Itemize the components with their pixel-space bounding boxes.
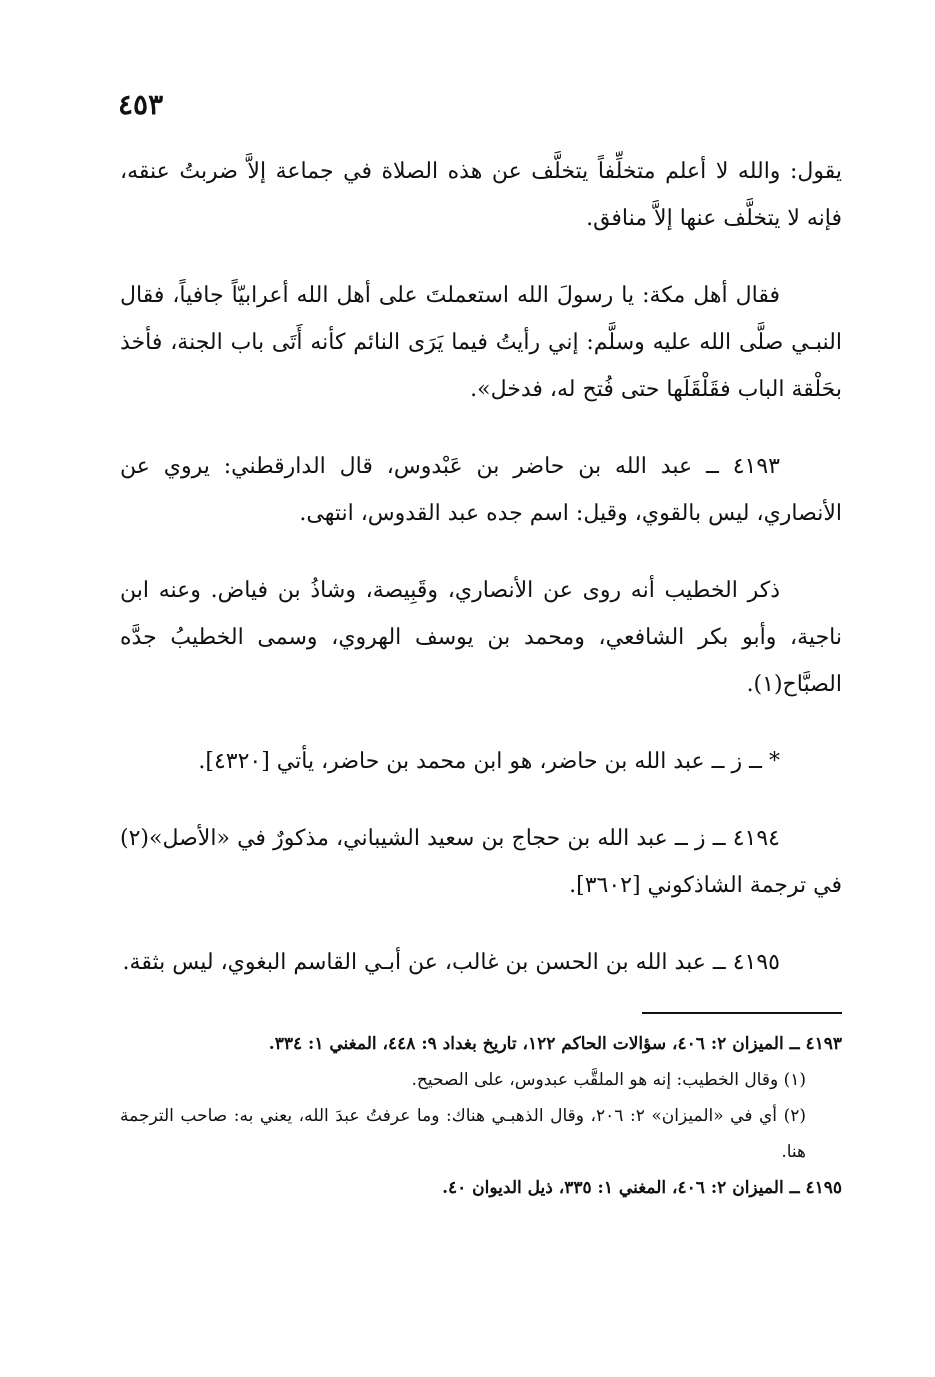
entry-4194: ٤١٩٤ ــ ز ــ عبد الله بن حجاج بن سعيد الشيباني، مذكورٌ في «الأصل»(٢) في ترجمة الشاذكوني [٣٦٠٢]. [120,826,842,898]
footnote-divider [642,1012,842,1014]
entry-4195: ٤١٩٥ ــ عبد الله بن الحسن بن غالب، عن أبـي القاسم البغوي، ليس بثقة. [122,950,780,975]
paragraph: يقول: والله لا أعلم متخلِّفاً يتخلَّف عن هذه الصلاة في جماعة إلاَّ ضربتُ عنقه، فإنه لا يتخلَّف عنها إلاَّ منافق. [120,159,842,231]
page-number: ٤٥٣ [118,88,164,121]
paragraph: فقال أهل مكة: يا رسولَ الله استعملتَ على أهل الله أعرابيّاً جافياً، فقال النبـي صلَّى الله عليه وسلَّم: إني رأيتُ فيما يَرَى النائم كأنه أَتَى باب الجنة، فأخذ بحَلْقة الباب فقَلْقَلَها حتى فُتح له، فدخل». [120,283,842,402]
footnote-2: (٢) أي في «الميزان» ٢: ٢٠٦، وقال الذهبـي هناك: وما عرفتُ عبدَ الله، يعني به: صاحب الترجمة هنا. [120,1106,806,1162]
footnote-source-4195: ٤١٩٥ ــ الميزان ٢: ٤٠٦، المغني ١: ٣٣٥، ذيل الديوان ٤٠. [442,1178,842,1198]
main-text [120,148,842,1016]
paragraph: ذكر الخطيب أنه روى عن الأنصاري، وقَبِيصة، وشاذُ بن فياض. وعنه ابن ناجية، وأبو بكر الشافعي، ومحمد بن يوسف الهروي، وسمى الخطيبُ جدَّه الصبَّاح(١). [120,578,842,697]
cross-reference-entry: * ــ ز ــ عبد الله بن حاضر، هو ابن محمد بن حاضر، يأتي [٤٣٢٠]. [198,749,780,774]
footnotes [120,1012,842,1206]
footnote-1: (١) وقال الخطيب: إنه هو الملقَّب عبدوس، على الصحيح. [411,1070,806,1090]
entry-4193: ٤١٩٣ ــ عبد الله بن حاضر بن عَبْدوس، قال الدارقطني: يروي عن الأنصاري، ليس بالقوي، وقيل: اسم جده عبد القدوس، انتهى. [120,454,842,526]
footnote-source-4193: ٤١٩٣ ــ الميزان ٢: ٤٠٦، سؤالات الحاكم ١٢٢، تاريخ بغداد ٩: ٤٤٨، المغني ١: ٣٣٤. [268,1034,842,1054]
